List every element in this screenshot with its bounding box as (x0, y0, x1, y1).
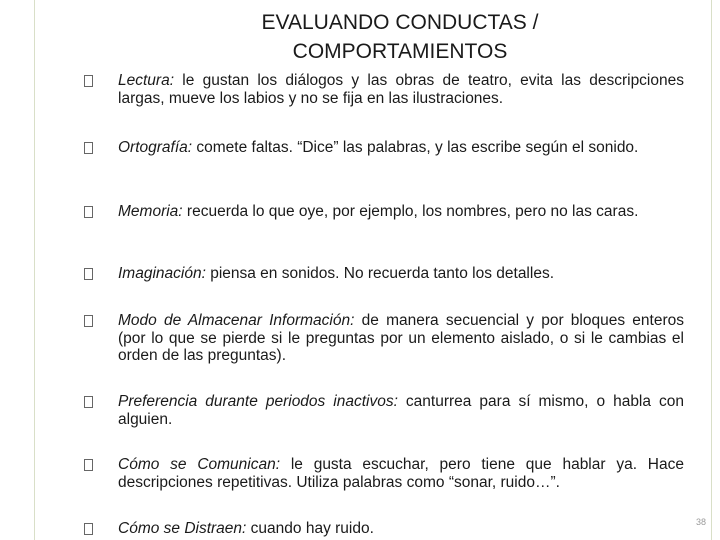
bullet-icon (84, 139, 118, 158)
list-item (84, 456, 684, 491)
page-number: 38 (695, 517, 706, 527)
item-text (118, 265, 684, 283)
item-term: Preferencia durante periodos inactivos: (118, 393, 398, 410)
item-term: Lectura: (118, 72, 175, 89)
item-text (118, 312, 684, 365)
item-desc: comete faltas. “Dice” las palabras, y las escribe según el sonido. (192, 139, 639, 156)
slide-title: EVALUANDO CONDUCTAS / COMPORTAMIENTOS (261, 11, 539, 63)
item-term: Memoria: (118, 203, 183, 220)
item-text (118, 520, 684, 538)
item-text (118, 139, 684, 157)
bullet-icon (84, 203, 118, 222)
list-item (84, 520, 684, 539)
bullet-icon (84, 456, 118, 475)
list-item (84, 265, 684, 284)
item-text (118, 203, 684, 221)
item-desc: recuerda lo que oye, por ejemplo, los nombres, pero no las caras. (182, 203, 639, 220)
item-text (118, 72, 684, 107)
list-item (84, 203, 684, 222)
item-term: Imaginación: (118, 265, 206, 282)
bullet-icon (84, 312, 118, 331)
item-term: Ortografía: (118, 139, 193, 156)
item-term: Cómo se Comunican: (118, 456, 281, 473)
item-desc: le gusta escuchar, pero tiene que hablar ya. Hace descripciones repetitivas. Utiliza palabras como “sonar, ruido…”. (118, 456, 684, 491)
item-term: Cómo se Distraen: (118, 520, 247, 537)
bullet-icon (84, 393, 118, 412)
bullet-icon (84, 520, 118, 539)
bullet-icon (84, 265, 118, 284)
list-item (84, 139, 684, 158)
item-text (118, 456, 684, 491)
bullet-icon (84, 72, 118, 91)
item-desc: de manera secuencial y por bloques enteros (por lo que se pierde si le preguntas por un elemento aislado, o si le cambias el orden de las preguntas). (118, 312, 685, 364)
item-desc: le gustan los diálogos y las obras de teatro, evita las descripciones largas, mueve los labios y no se fija en las ilustraciones. (118, 72, 684, 107)
item-desc: cuando hay ruido. (246, 520, 374, 537)
item-term: Modo de Almacenar Información: (118, 312, 355, 329)
item-desc: piensa en sonidos. No recuerda tanto los detalles. (205, 265, 554, 282)
item-text (118, 393, 684, 428)
list-item (84, 72, 684, 107)
list-item (84, 312, 684, 365)
item-desc: canturrea para sí mismo, o habla con alguien. (118, 393, 684, 428)
list-item (84, 393, 684, 428)
